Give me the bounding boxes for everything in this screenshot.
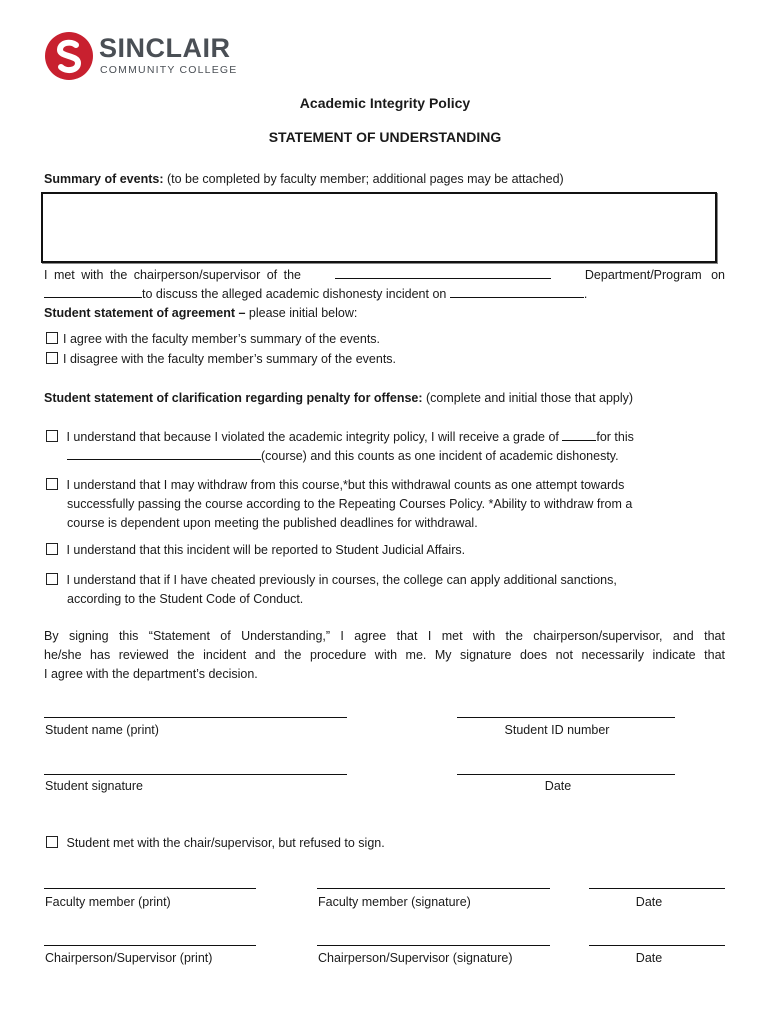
disagree-checkbox[interactable] [46,352,58,364]
logo-name: SINCLAIR [99,33,231,63]
course-field[interactable] [67,447,261,460]
department-field[interactable] [335,266,551,279]
chair-print-line[interactable] [44,945,256,946]
item-2-text-b: successfully passing the course according to the Repeating Courses Policy. *Ability to withdraw from a [67,497,633,511]
refused-item [46,836,385,850]
chair-date-label: Date [635,951,663,965]
clarification-item-1 [46,428,726,466]
faculty-signature-label: Faculty member (signature) [318,895,471,909]
clarification-item-3 [46,543,465,557]
student-id-line[interactable] [457,717,675,718]
item-2-checkbox[interactable] [46,478,58,490]
signing-line-1: By signing this “Statement of Understanding,” I agree that I met with the chairperson/supervisor, and that [44,629,725,643]
agreement-note: please initial below: [248,306,358,320]
met-text-2: Department/Program on [584,268,725,282]
met-text-3: to discuss the alleged academic dishonesty incident on [142,287,447,301]
refused-checkbox[interactable] [46,836,58,848]
item-4-text-b: according to the Student Code of Conduct. [67,592,304,606]
chair-date-line[interactable] [589,945,725,946]
logo-subtitle: COMMUNITY COLLEGE [100,64,238,76]
signing-line-3: I agree with the department’s decision. [44,667,258,681]
student-name-label: Student name (print) [45,723,159,737]
student-date-line[interactable] [457,774,675,775]
clarification-item-4 [46,571,726,609]
faculty-print-label: Faculty member (print) [45,895,171,909]
met-paragraph [44,266,725,323]
student-id-label: Student ID number [504,723,610,737]
item-1-checkbox[interactable] [46,430,58,442]
page-title: Academic Integrity Policy [299,95,471,111]
clarification-heading [44,391,633,405]
meeting-date-field[interactable] [44,285,142,298]
item-1-text-b: for this [596,430,634,444]
page-subtitle: STATEMENT OF UNDERSTANDING [268,129,502,145]
incident-date-field[interactable] [450,285,584,298]
faculty-print-line[interactable] [44,888,256,889]
clarification-label: Student statement of clarification regarding penalty for offense: [44,391,423,405]
disagree-item [46,352,396,366]
faculty-date-line[interactable] [589,888,725,889]
chair-print-label: Chairperson/Supervisor (print) [45,951,213,965]
summary-note: (to be completed by faculty member; additional pages may be attached) [166,172,564,186]
agree-item [46,332,380,346]
chair-signature-line[interactable] [317,945,550,946]
item-3-checkbox[interactable] [46,543,58,555]
item-1-text-c: (course) and this counts as one incident of academic dishonesty. [261,449,619,463]
item-2-text-c: course is dependent upon meeting the published deadlines for withdrawal. [67,516,478,530]
agree-checkbox[interactable] [46,332,58,344]
refused-text: Student met with the chair/supervisor, but refused to sign. [66,836,385,850]
clarification-note: (complete and initial those that apply) [426,391,634,405]
grade-field[interactable] [562,428,596,441]
item-4-checkbox[interactable] [46,573,58,585]
signing-line-2: he/she has reviewed the incident and the procedure with me. My signature does not necessarily indicate that [44,648,725,662]
item-3-text: I understand that this incident will be reported to Student Judicial Affairs. [66,543,466,557]
student-date-label: Date [544,779,572,793]
faculty-signature-line[interactable] [317,888,550,889]
sinclair-logo-icon [45,32,93,80]
item-1-text-a: I understand that because I violated the academic integrity policy, I will receive a grade of [66,430,559,444]
item-4-text-a: I understand that if I have cheated previously in courses, the college can apply additional sanctions, [66,573,617,587]
student-name-line[interactable] [44,717,347,718]
signing-paragraph [44,627,725,684]
met-text-4: . [583,287,588,301]
agreement-label: Student statement of agreement – [44,306,246,320]
item-2-text-a: I understand that I may withdraw from this course,*but this withdrawal counts as one attempt towards [66,478,625,492]
faculty-date-label: Date [635,895,663,909]
agree-text: I agree with the faculty member’s summary of the events. [63,332,381,346]
student-signature-label: Student signature [45,779,143,793]
met-text-1: I met with the chairperson/supervisor of the [44,268,302,282]
disagree-text: I disagree with the faculty member’s summary of the events. [63,352,397,366]
summary-textbox[interactable] [41,192,717,263]
chair-signature-label: Chairperson/Supervisor (signature) [318,951,513,965]
summary-heading [44,172,564,186]
clarification-item-2 [46,476,726,533]
student-signature-line[interactable] [44,774,347,775]
summary-label: Summary of events: [44,172,164,186]
